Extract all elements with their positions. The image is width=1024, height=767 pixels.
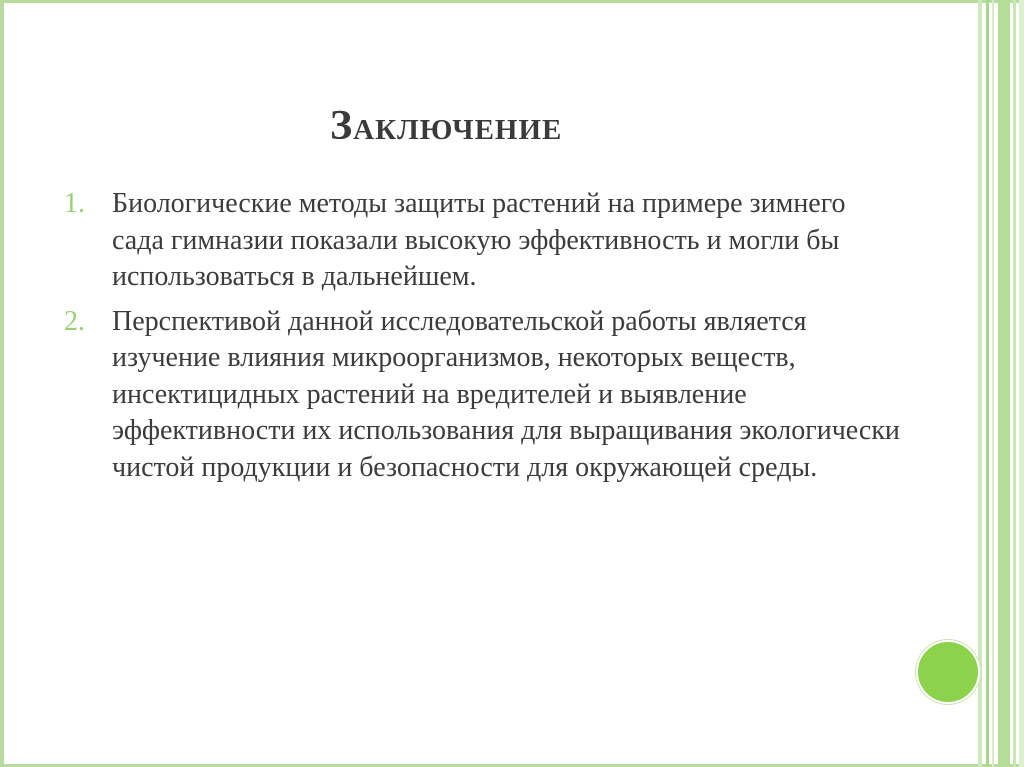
decorative-stripes <box>976 0 1024 767</box>
conclusion-list <box>64 186 904 494</box>
list-item <box>64 304 904 487</box>
stripe <box>1013 0 1016 767</box>
frame-top-border <box>0 0 1024 3</box>
frame-left-border <box>0 0 4 767</box>
stripe <box>998 0 1010 767</box>
list-item-text: Перспективой данной исследовательской работы является изучение влияния микроорганизмов, некоторых веществ, инсектицидных растений на вредителей и выявление эффективности их использования для выращивания экологически чистой продукции и безопасности для окружающей среды. <box>112 305 900 483</box>
stripe <box>992 0 994 767</box>
list-item-text: Биологические методы защиты растений на примере зимнего сада гимназии показали высокую эффективность и могли бы использоваться в дальнейшем. <box>112 188 846 292</box>
stripe <box>1019 0 1024 767</box>
green-circle-decoration <box>916 640 980 704</box>
list-item-number: 2. <box>64 305 85 337</box>
list-item-number: 1. <box>64 188 85 219</box>
list-item <box>64 186 904 296</box>
slide-title: Заключение <box>330 103 563 149</box>
stripe <box>986 0 989 767</box>
stripe <box>978 0 982 767</box>
